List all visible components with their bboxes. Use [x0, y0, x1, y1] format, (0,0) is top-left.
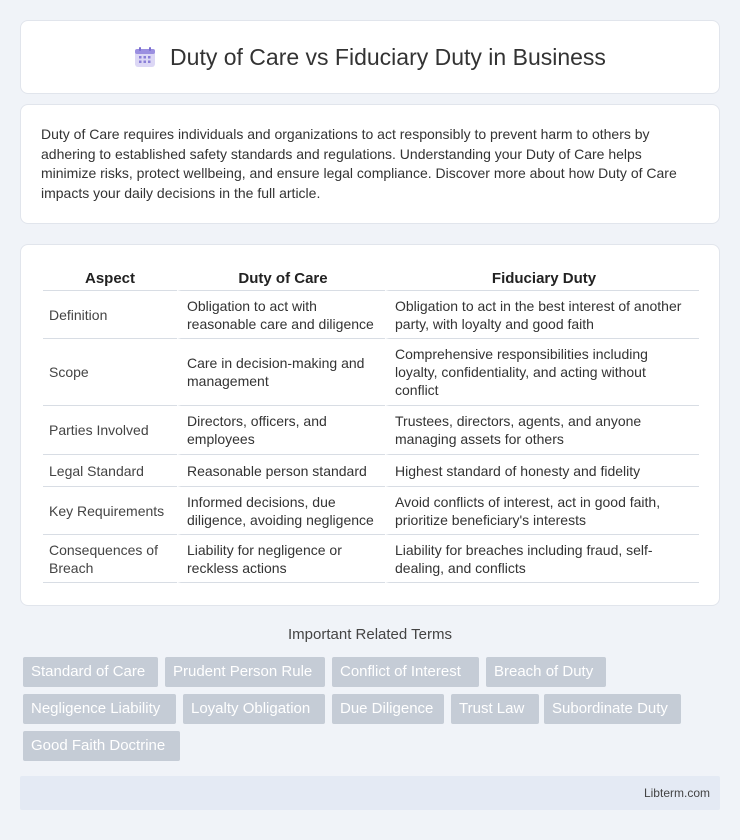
duty-of-care-cell: Obligation to act with reasonable care and diligence: [177, 291, 385, 339]
footer: [20, 776, 720, 810]
term-tag[interactable]: Good Faith Doctrine: [23, 731, 180, 761]
term-tag[interactable]: Trust Law: [451, 694, 539, 724]
table-row: [43, 339, 699, 406]
intro-card: [20, 104, 720, 224]
table-row: [43, 455, 699, 487]
duty-of-care-cell: Informed decisions, due diligence, avoiding negligence: [177, 487, 385, 535]
duty-of-care-cell: Care in decision-making and management: [177, 339, 385, 406]
comparison-table: [43, 267, 699, 583]
duty-of-care-cell: Directors, officers, and employees: [177, 406, 385, 455]
footer-site-link[interactable]: Libterm.com: [643, 786, 710, 800]
fiduciary-duty-cell: Comprehensive responsibilities including loyalty, confidentiality, and acting without conflict: [385, 339, 699, 406]
related-terms-title: Important Related Terms: [288, 626, 452, 643]
header-duty-of-care: Duty of Care: [177, 267, 385, 291]
fiduciary-duty-cell: Avoid conflicts of interest, act in good faith, prioritize beneficiary's interests: [385, 487, 699, 535]
fiduciary-duty-cell: Obligation to act in the best interest of another party, with loyalty and good faith: [385, 291, 699, 339]
fiduciary-duty-cell: Liability for breaches including fraud, self-dealing, and conflicts: [385, 535, 699, 583]
fiduciary-duty-cell: Trustees, directors, agents, and anyone managing assets for others: [385, 406, 699, 455]
table-header-row: [43, 267, 699, 291]
duty-of-care-cell: Liability for negligence or reckless actions: [177, 535, 385, 583]
table-row: [43, 487, 699, 535]
term-tag[interactable]: Conflict of Interest: [332, 657, 479, 687]
term-tag[interactable]: Breach of Duty: [486, 657, 606, 687]
term-tag[interactable]: Negligence Liability: [23, 694, 176, 724]
term-tag[interactable]: Prudent Person Rule: [165, 657, 325, 687]
title-card: [20, 20, 720, 94]
aspect-cell: Key Requirements: [43, 487, 177, 535]
aspect-cell: Scope: [43, 339, 177, 406]
aspect-cell: Definition: [43, 291, 177, 339]
term-tag[interactable]: Subordinate Duty: [544, 694, 681, 724]
duty-of-care-cell: Reasonable person standard: [177, 455, 385, 487]
term-tag[interactable]: Due Diligence: [332, 694, 444, 724]
intro-text: Duty of Care requires individuals and organizations to act responsibly to prevent harm to others by adhering to established safety standards and regulations. Understanding your Duty of Care helps minimize risks, protect wellbeing, and ensure legal compliance. Discover more about how Duty of Care impacts your daily decisions in the full article.: [41, 126, 677, 201]
term-tag[interactable]: Standard of Care: [23, 657, 158, 687]
term-tag[interactable]: Loyalty Obligation: [183, 694, 325, 724]
calendar-icon: [134, 46, 156, 68]
aspect-cell: Consequences of Breach: [43, 535, 177, 583]
page-title: Duty of Care vs Fiduciary Duty in Business: [170, 43, 606, 70]
aspect-cell: Parties Involved: [43, 406, 177, 455]
aspect-cell: Legal Standard: [43, 455, 177, 487]
header-aspect: Aspect: [43, 267, 177, 291]
comparison-card: [20, 244, 720, 606]
table-row: [43, 291, 699, 339]
header-fiduciary-duty: Fiduciary Duty: [385, 267, 699, 291]
table-row: [43, 535, 699, 583]
fiduciary-duty-cell: Highest standard of honesty and fidelity: [385, 455, 699, 487]
table-row: [43, 406, 699, 455]
